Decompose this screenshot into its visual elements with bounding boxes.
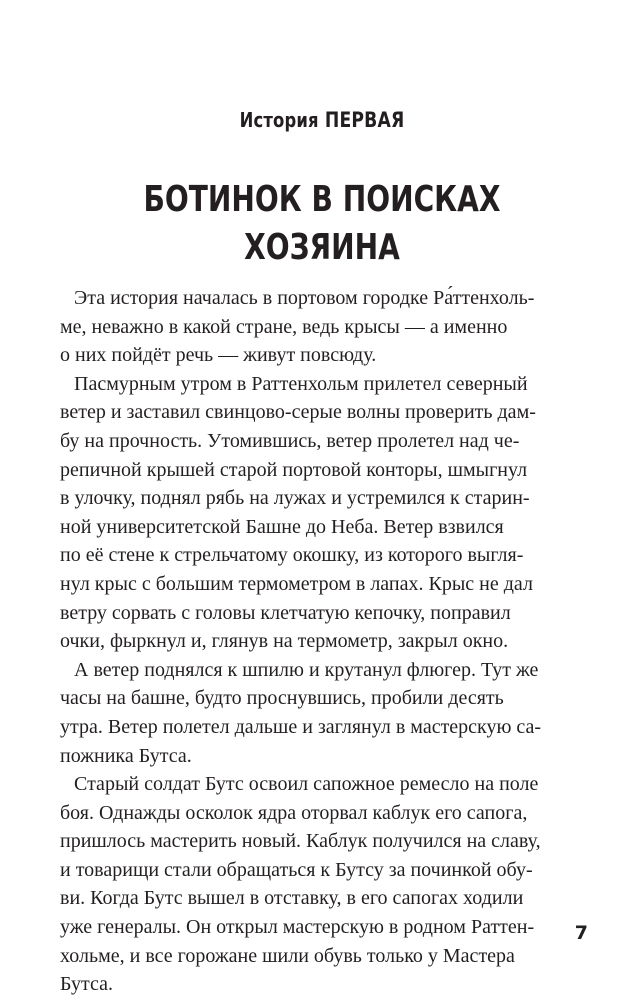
chapter-kicker [58, 108, 586, 132]
paragraph: Эта история началась в портовом городке Ра́ттенхоль- ме, неважно в какой стране, ведь крысы — а именно о них пойдёт речь — живут повсюду. [60, 287, 535, 367]
chapter-title [71, 176, 573, 272]
chapter-title-line-1: БОТИНОК В ПОИСКАХ [143, 179, 501, 220]
chapter-title-line-2: ХОЗЯИНА [244, 227, 400, 268]
chapter-kicker-main: ПЕРВАЯ [324, 108, 405, 132]
paragraph: А ветер поднялся к шпилю и крутанул флюгер. Тут же часы на башне, будто проснувшись, пробили десять утра. Ветер полетел дальше и заглянул в мастерскую са- пожника Бутса. [60, 658, 542, 767]
body-text [60, 284, 566, 999]
page-number: 7 [574, 922, 588, 944]
paragraph: Пасмурным утром в Раттенхольм прилетел северный ветер и заставил свинцово-серые волны проверить дам- бу на прочность. Утомившись, ветер пролетел над че- репичной крышей старой портовой конторы, шмыгнул в улочку, поднял рябь на лужах и устремился к старин- ной университетской Башне до Неба. Ветер взвился по её стене к стрельчатому окошку, из которого выгля- нул крыс с большим термометром в лапах. Крыс не дал ветру сорвать с головы клетчатую кепочку, поправил очки, фыркнул и, глянув на термометр, закрыл окно. [60, 372, 536, 653]
chapter-kicker-prefix: История [239, 108, 319, 132]
paragraph: Старый солдат Бутс освоил сапожное ремесло на поле боя. Однажды осколок ядра оторвал каблук его сапога, пришлось мастерить новый. Каблук получился на славу, и товарищи стали обращаться к Бутсу за починкой обу- ви. Когда Бутс вышел в отставку, в его сапогах ходили уже генералы. Он открыл мастерскую в родном Раттен- хольме, и все горожане шили обувь только у Мастера Бутса. [60, 773, 541, 996]
